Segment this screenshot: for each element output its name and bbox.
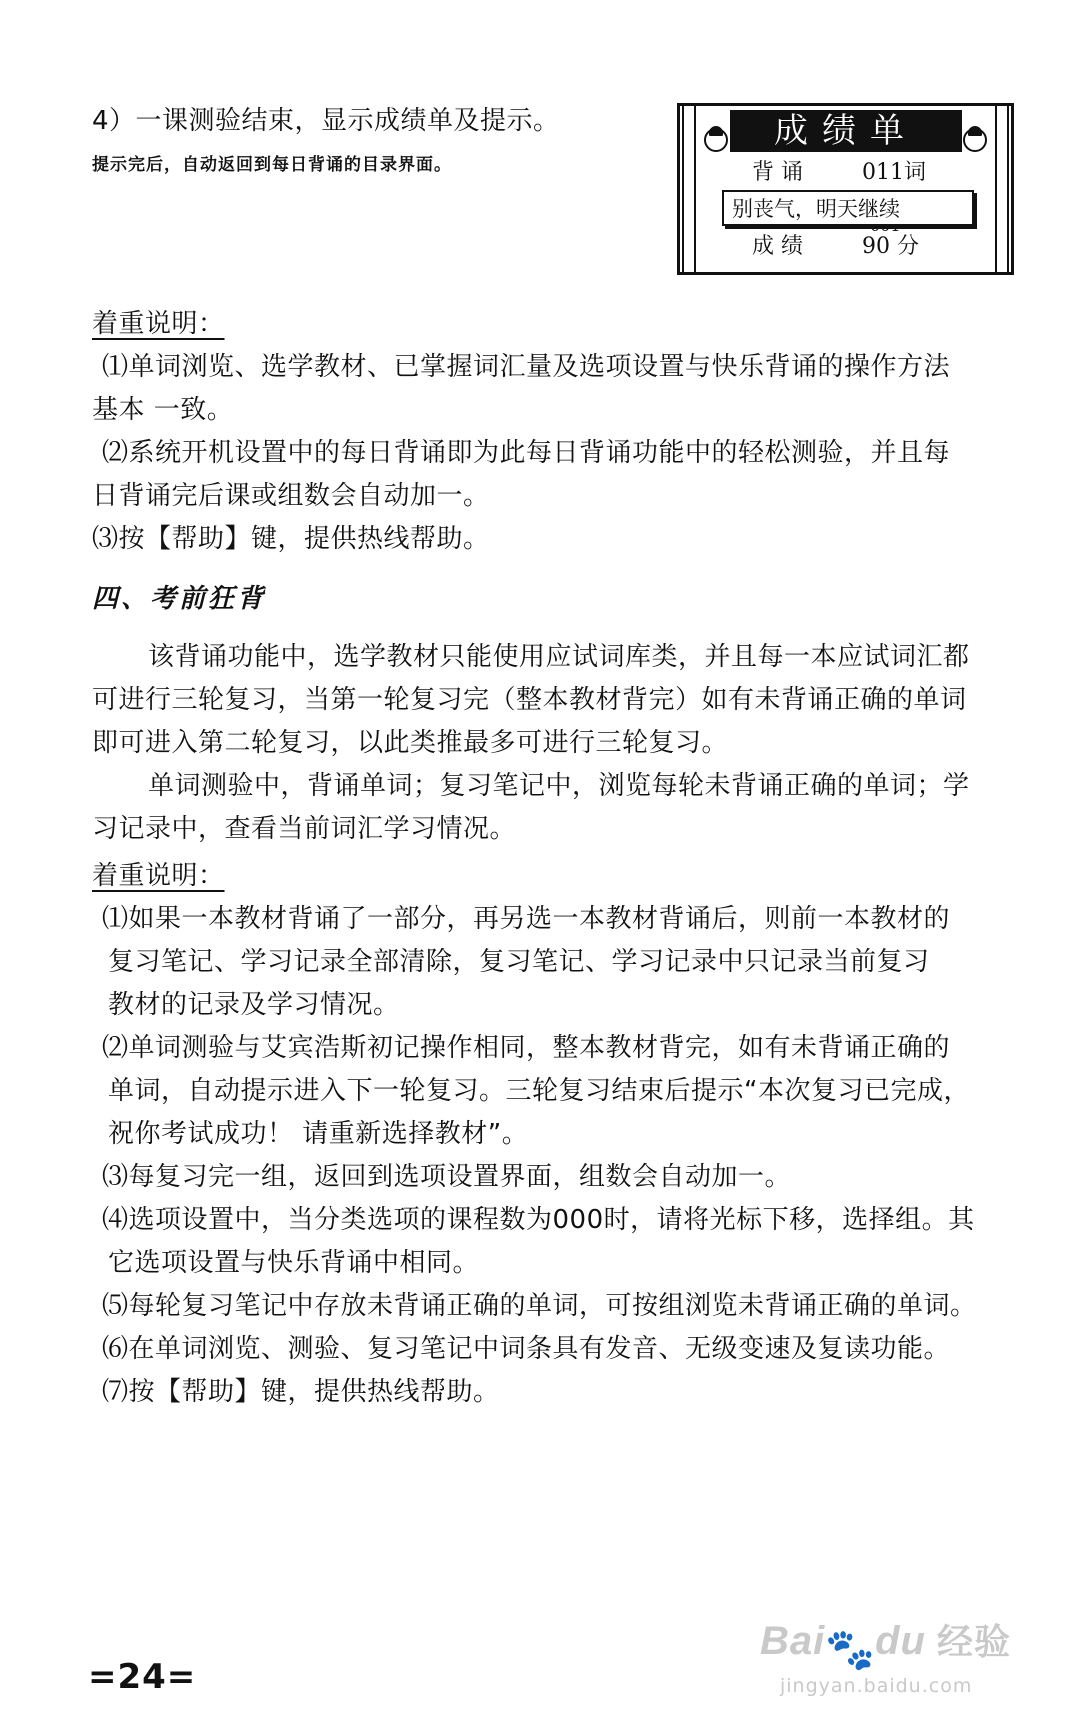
note2-line-4: ⑵单词测验与艾宾浩斯初记操作相同，整本教材背完，如有未背诵正确的 — [102, 1033, 951, 1063]
note2-line-3: 教材的记录及学习情况。 — [108, 990, 400, 1020]
face-icon — [704, 128, 728, 152]
note1-line-2: 基本 一致。 — [92, 395, 234, 425]
note2-line-5: 单词，自动提示进入下一轮复习。三轮复习结束后提示“本次复习已完成， — [108, 1076, 970, 1106]
baidu-jingyan-watermark — [760, 1614, 1011, 1697]
section-4-title: 四、考前狂背 — [92, 584, 267, 614]
note1-line-3: ⑵系统开机设置中的每日背诵即为此每日背诵功能中的轻松测验，并且每 — [102, 438, 951, 468]
score-report-title: 成绩单 — [730, 110, 962, 152]
recite-label: 背 诵 — [752, 160, 803, 185]
note1-line-1: ⑴单词浏览、选学教材、已掌握词汇量及选项设置与快乐背诵的操作方法 — [102, 352, 951, 382]
encouragement-popup: 别丧气，明天继续 — [722, 190, 974, 226]
screen-left-rail — [682, 106, 696, 272]
note1-line-5: ⑶按【帮助】键，提供热线帮助。 — [92, 524, 490, 554]
score-label: 成 绩 — [752, 234, 803, 259]
score-report-screen — [677, 103, 1014, 275]
score-value: 90 分 — [862, 234, 919, 259]
note2-line-9: 它选项设置与快乐背诵中相同。 — [108, 1248, 480, 1278]
note2-line-6: 祝你考试成功！ 请重新选择教材”。 — [108, 1119, 529, 1149]
watermark-brand: Bai — [760, 1619, 826, 1663]
section4-line-4: 单词测验中，背诵单词；复习笔记中，浏览每轮未背诵正确的单词；学 — [148, 771, 970, 801]
note1-heading: 着重说明： — [92, 309, 225, 339]
note2-heading: 着重说明： — [92, 861, 225, 891]
page-number: =24= — [88, 1657, 197, 1697]
watermark-cn: 经验 — [937, 1621, 1012, 1662]
watermark-url: jingyan.baidu.com — [780, 1675, 973, 1697]
section4-line-1: 该背诵功能中，选学教材只能使用应试词库类，并且每一本应试词汇都 — [148, 642, 970, 672]
paw-icon: 🐾 — [825, 1627, 876, 1673]
note2-line-2: 复习笔记、学习记录全部清除，复习笔记、学习记录中只记录当前复习 — [108, 947, 930, 977]
recite-value: 011词 — [862, 160, 926, 185]
step-4-line: 4）一课测验结束，显示成绩单及提示。 — [92, 106, 560, 136]
note2-line-10: ⑸每轮复习笔记中存放未背诵正确的单词，可按组浏览未背诵正确的单词。 — [102, 1291, 977, 1321]
watermark-brand-2: du — [875, 1619, 926, 1663]
note1-line-4: 日背诵完后课或组数会自动加一。 — [92, 481, 490, 511]
section4-line-5: 习记录中，查看当前词汇学习情况。 — [92, 814, 517, 844]
step-4-note: 提示完后，自动返回到每日背诵的目录界面。 — [92, 155, 452, 175]
section4-line-2: 可进行三轮复习，当第一轮复习完（整本教材背完）如有未背诵正确的单词 — [92, 685, 967, 715]
note2-line-1: ⑴如果一本教材背诵了一部分，再另选一本教材背诵后，则前一本教材的 — [102, 904, 951, 934]
note2-line-11: ⑹在单词浏览、测验、复习笔记中词条具有发音、无级变速及复读功能。 — [102, 1334, 951, 1364]
note2-line-12: ⑺按【帮助】键，提供热线帮助。 — [102, 1377, 500, 1407]
note2-line-8: ⑷选项设置中，当分类选项的课程数为000时，请将光标下移，选择组。其 — [102, 1205, 975, 1235]
screen-right-rail — [995, 106, 1009, 272]
face-icon — [963, 128, 987, 152]
note2-line-7: ⑶每复习完一组，返回到选项设置界面，组数会自动加一。 — [102, 1162, 792, 1192]
section4-line-3: 即可进入第二轮复习，以此类推最多可进行三轮复习。 — [92, 728, 729, 758]
